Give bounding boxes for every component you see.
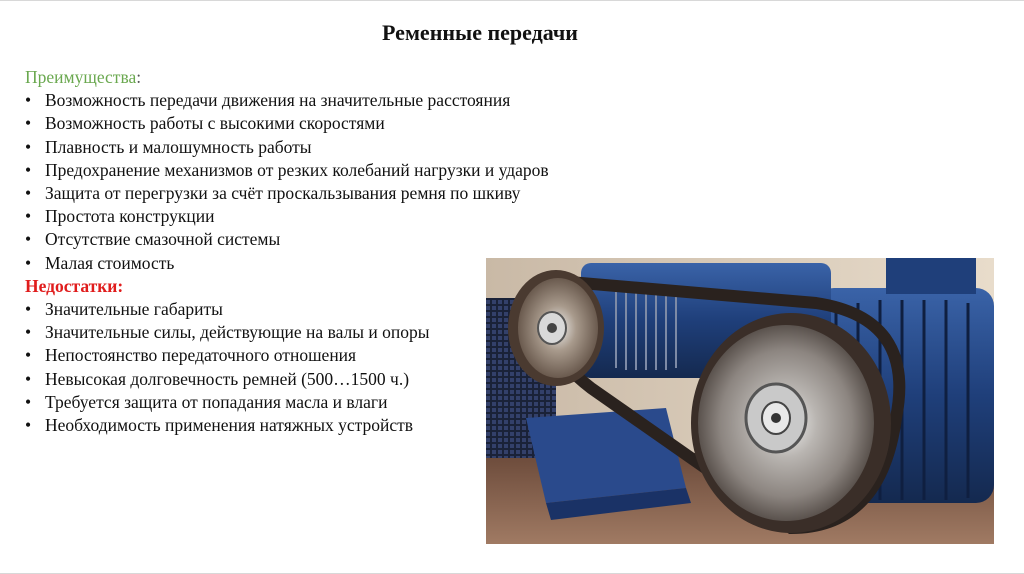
belt-drive-photo	[486, 258, 994, 544]
list-item: • Необходимость применения натяжных устройств	[25, 414, 625, 437]
slide-top-border	[0, 0, 1024, 1]
list-item: • Требуется защита от попадания масла и влаги	[25, 391, 625, 414]
list-item: • Возможность работы с высокими скоростями	[25, 112, 625, 135]
list-item: • Невысокая долговечность ремней (500…1500 ч.)	[25, 368, 625, 391]
list-item: • Возможность передачи движения на значительные расстояния	[25, 89, 625, 112]
list-item: • Предохранение механизмов от резких колебаний нагрузки и ударов	[25, 159, 625, 182]
slide-title: Ременные передачи	[382, 20, 578, 45]
advantages-list	[25, 89, 625, 275]
list-item: • Простота конструкции	[25, 205, 625, 228]
disadvantages-heading: Недостатки:	[25, 275, 124, 296]
advantages-heading-label: Преимущества	[25, 67, 137, 87]
list-item: • Защита от перегрузки за счёт проскальзывания ремня по шкиву	[25, 182, 625, 205]
list-item: • Значительные силы, действующие на валы и опоры	[25, 321, 625, 344]
list-item: • Малая стоимость	[25, 252, 625, 275]
belt-drive-illustration	[486, 258, 994, 544]
list-item: • Непостоянство передаточного отношения	[25, 344, 625, 367]
list-item: • Значительные габариты	[25, 298, 625, 321]
advantages-heading-colon: :	[136, 67, 142, 87]
list-item: • Плавность и малошумность работы	[25, 136, 625, 159]
list-item: • Отсутствие смазочной системы	[25, 228, 625, 251]
advantages-heading	[25, 66, 625, 89]
